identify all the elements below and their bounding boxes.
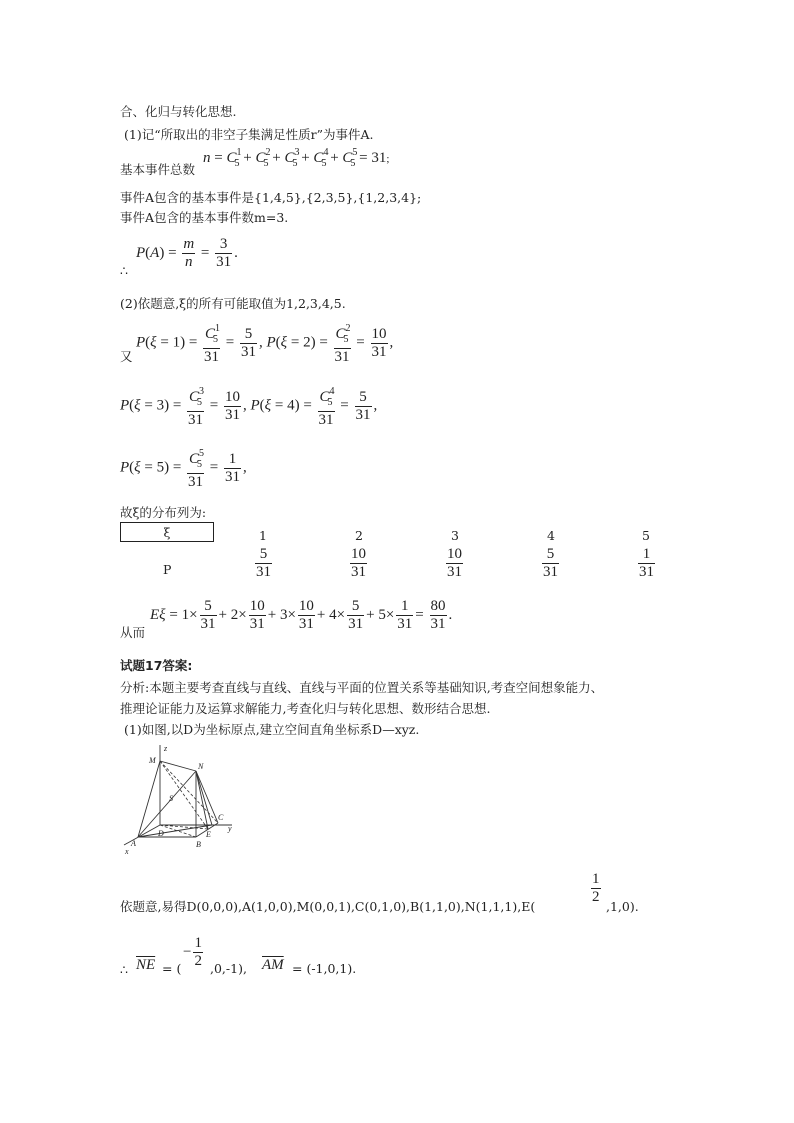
xi-value: 2 [355,528,363,543]
xi-value: 3 [451,528,459,543]
p-label: P [163,562,172,577]
prob-xi-3-4: P(ξ = 3) = $\frac{C^3_5}{31}$ = $\frac{10}{31}$ , P(ξ = 4) = $\frac{C^4_5}{31}$ = $\frac{5}{31}$ , [120,383,377,429]
vector-ne-rest: ,0,-1), [210,961,247,976]
congr-label: 从而 [120,625,146,640]
prob-cell: $\frac{10}{31}$ [447,546,462,580]
line-7: (2)依题意,ξ的所有可能取值为1,2,3,4,5. [120,296,346,311]
total-events-formula: $n = C^1_5 + C^2_5 + C^3_5 + C^4_5 + C^5_5 = 31$; [203,147,390,169]
prob-xi-5: P(ξ = 5) = $\frac{C^5_5}{31}$ = $\frac{1}{31}$ , [120,445,247,491]
analysis-line-2: 推理论证能力及运算求解能力,考查化归与转化思想、数形结合思想. [120,701,491,716]
vector-am: $\overline{AM}$ [262,957,284,973]
label-y: y [228,824,232,833]
line-5: 事件A包含的基本事件数m=3. [120,210,289,225]
label-b: B [196,840,201,849]
label-n: N [198,762,204,771]
you-label: 又 [120,349,133,364]
label-d: D [158,829,164,838]
xi-value: 4 [547,528,555,543]
label-x: x [125,847,129,855]
solid-geometry-figure [120,743,240,855]
analysis-line-3: (1)如图,以D为坐标原点,建立空间直角坐标系D—xyz. [124,722,420,737]
vector-ne-half: − $\frac{1}{2}$ [183,935,202,969]
table-head-cell: ξ [120,522,214,542]
expectation-formula: Eξ = 1× $\frac{5}{31}$ + 2× $\frac{10}{31}$ + 3× $\frac{10}{31}$ + 4× $\frac{5}{31}$ + 5× $\frac{1}{31}$ = $\frac{80}{31}$ . [150,598,453,632]
line-1: 合、化归与转化思想. [120,104,237,119]
xi-value: 1 [259,528,267,543]
label-e: E [206,830,211,839]
line-2: (1)记“所取出的非空子集满足性质r”为事件A. [124,127,374,142]
vector-ne: $\overline{NE}$ [136,957,156,973]
label-c: C [218,813,224,822]
label-z: z [164,744,168,753]
xi-value: 5 [642,528,650,543]
coordinates-line-end: ,1,0). [606,899,639,914]
therefore-symbol-2: ∴ [120,962,128,977]
vector-ne-open: = ( [162,961,182,976]
prob-cell: $\frac{5}{31}$ [543,546,558,580]
prob-cell: $\frac{5}{31}$ [256,546,271,580]
label-a: A [131,839,136,848]
prob-a-formula: P(A) = $\frac{m}{n}$ = $\frac{3}{31}$ . [136,236,238,270]
line-4: 事件A包含的基本事件是{1,4,5},{2,3,5},{1,2,3,4}; [120,190,422,205]
prob-xi-1-2: P(ξ = 1) = $\frac{C^1_5}{31}$ = $\frac{5}{31}$ , P(ξ = 2) = $\frac{C^2_5}{31}$ = $\frac{10}{31}$ , [136,320,393,366]
question-17-heading: 试题17答案: [120,658,193,673]
vector-am-value: = (-1,0,1). [292,961,357,976]
label-m: M [149,756,156,765]
e-coord-half: $\frac{1}{2}$ [592,871,600,905]
label-s: S [169,794,173,803]
prob-cell: $\frac{10}{31}$ [351,546,366,580]
analysis-line-1: 分析:本题主要考查直线与直线、直线与平面的位置关系等基础知识,考查空间想象能力、 [120,680,604,695]
prob-cell: $\frac{1}{31}$ [639,546,654,580]
distribution-intro: 故ξ的分布列为: [120,505,207,520]
line-3-prefix: 基本事件总数 [120,162,196,177]
therefore-symbol: ∴ [120,263,128,278]
coordinates-line: 依题意,易得D(0,0,0),A(1,0,0),M(0,0,1),C(0,1,0),B(1,1,0),N(1,1,1),E( [120,899,536,914]
